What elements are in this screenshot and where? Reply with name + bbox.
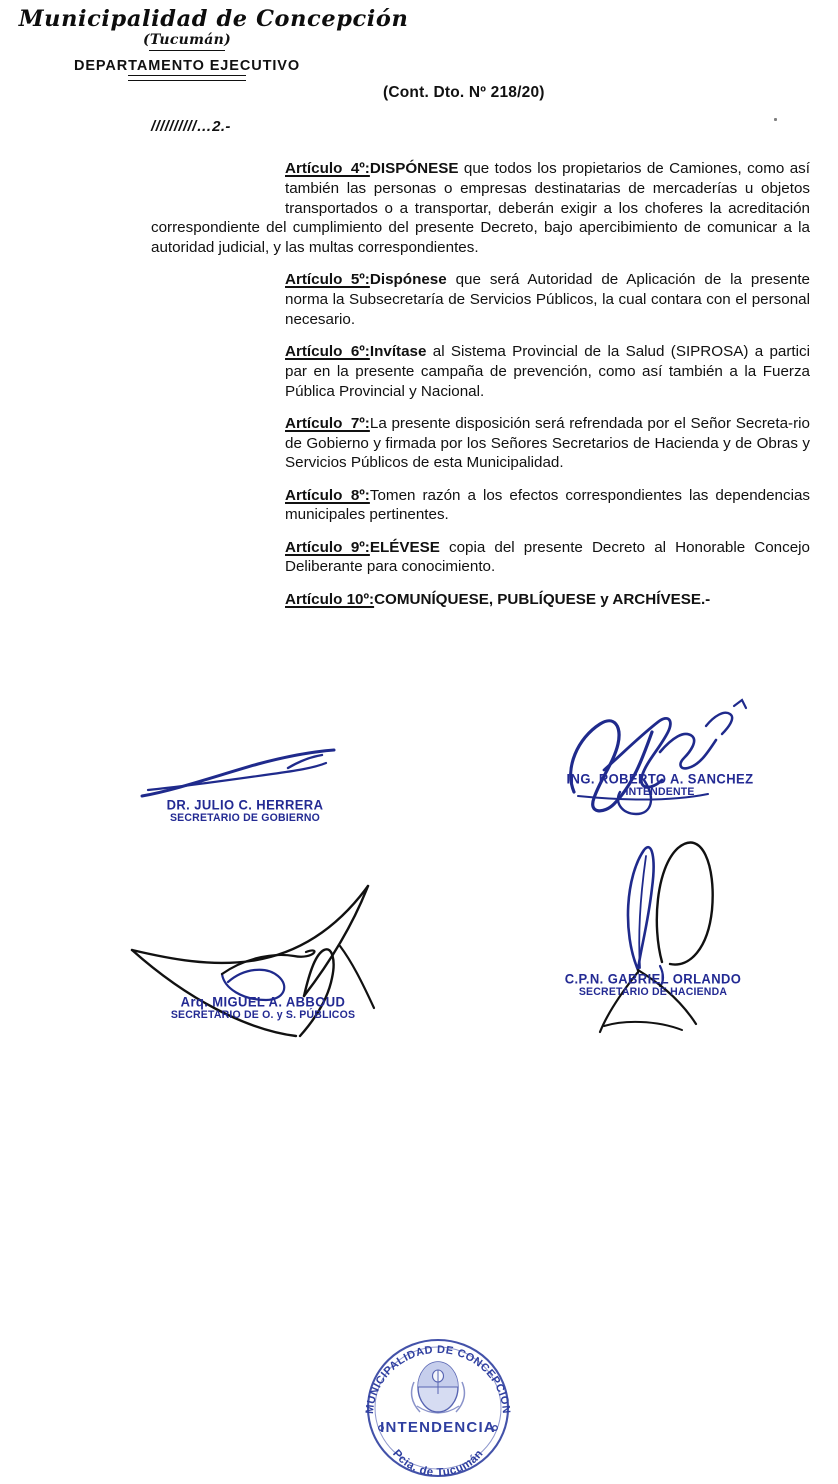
article-label: Artículo 4º:	[285, 160, 370, 177]
indent-spacer	[151, 414, 285, 454]
seal-arc-bottom-text: Pcia. de Tucumán	[390, 1447, 486, 1480]
municipality-title: Municipalidad de Concepción	[18, 6, 409, 32]
article-8	[151, 486, 810, 526]
article-text: copia del presente Decreto al Honorable Concejo Deliberante para conocimiento.	[285, 538, 810, 576]
article-text: La presente disposición será refrendada por el Señor Secreta-rio de Gobierno y firmada por los Señores Secretarios de Hacienda y de Obras y Servicios Públicos de esta Municipalidad.	[285, 414, 810, 472]
continuation-header: (Cont. Dto. Nº 218/20)	[383, 84, 545, 101]
stamp-role-abboud: SECRETARIO DE O. y S. PÚBLICOS	[170, 1008, 356, 1022]
province-name: (Tucumán)	[142, 32, 232, 48]
article-label: Artículo 6º:	[285, 343, 370, 360]
article-4	[151, 159, 810, 258]
article-5	[151, 270, 810, 329]
article-6	[151, 342, 810, 401]
article-label: Artículo 9º:	[285, 538, 370, 556]
indent-spacer	[151, 590, 285, 610]
indent-spacer	[151, 159, 285, 199]
article-label: Artículo 7º:	[285, 414, 370, 432]
article-label: Artículo 5º:	[285, 271, 370, 289]
article-text: al Sistema Provincial de la Salud (SIPROSA) a partici par en la presente campaña de prevención, como así también a la Fuerza Pública Provincial y Nacional.	[285, 343, 810, 400]
article-10	[151, 590, 810, 610]
stamp-role-orlando: SECRETARIO DE HACIENDA	[578, 985, 728, 999]
stamp-name-abboud: Arq. MIGUEL A. ABBOUD	[180, 993, 346, 1010]
article-lead: ELÉVESE	[369, 538, 440, 556]
indent-spacer	[151, 486, 285, 526]
article-text: que será Autoridad de Aplicación de la presente norma la Subsecretaría de Servicios Públicos, la cual contara con el personal necesario.	[285, 271, 810, 328]
article-lead: Dispónese	[369, 271, 447, 289]
article-7	[151, 414, 810, 473]
article-lead: COMUNÍQUESE, PUBLÍQUESE y ARCHÍVESE.-	[374, 590, 711, 608]
stamp-name-herrera: DR. JULIO C. HERRERA	[166, 796, 324, 813]
coat-of-arms-icon	[412, 1362, 465, 1413]
signature-orlando-ink	[560, 840, 810, 1040]
seal-arc-top-text: MUNICIPALIDAD DE CONCEPCION	[363, 1343, 513, 1415]
article-label: Artículo 10º:	[285, 590, 375, 608]
page-marker: //////////…2.-	[151, 118, 231, 135]
stamp-name-orlando: C.P.N. GABRIEL ORLANDO	[564, 970, 742, 987]
document-body	[151, 118, 810, 622]
indent-spacer	[151, 342, 285, 382]
article-label: Artículo 8º:	[285, 486, 370, 504]
letterhead	[18, 6, 409, 75]
stamp-name-sanchez: ING. ROBERTO A. SANCHEZ	[566, 770, 754, 787]
department-name: DEPARTAMENTO EJECUTIVO	[73, 58, 301, 74]
indent-spacer	[151, 270, 285, 310]
article-lead: Invítase	[369, 343, 427, 360]
stamp-role-herrera: SECRETARIO DE GOBIERNO	[169, 811, 321, 825]
stamp-role-sanchez: INTENDENTE	[625, 785, 695, 799]
article-text: que todos los propietarios de Camiones, como así también las personas o empresas destinatarias de mercaderías u objetos transportados o a transportar, deberán exigir a los choferes la acreditación correspondiente del cumplimiento del presente Decreto, bajo apercibimiento de comunicar a la autoridad judicial, y las multas correspondientes.	[151, 160, 810, 256]
signature-area	[0, 660, 838, 1480]
indent-spacer	[151, 538, 285, 578]
article-9	[151, 538, 810, 578]
article-lead: DISPÓNESE	[369, 160, 459, 177]
seal-center-text: INTENDENCIA	[380, 1419, 496, 1436]
official-seal-stamp	[355, 1332, 521, 1484]
article-text: Tomen razón a los efectos correspondientes las dependencias municipales pertinentes.	[285, 486, 810, 524]
